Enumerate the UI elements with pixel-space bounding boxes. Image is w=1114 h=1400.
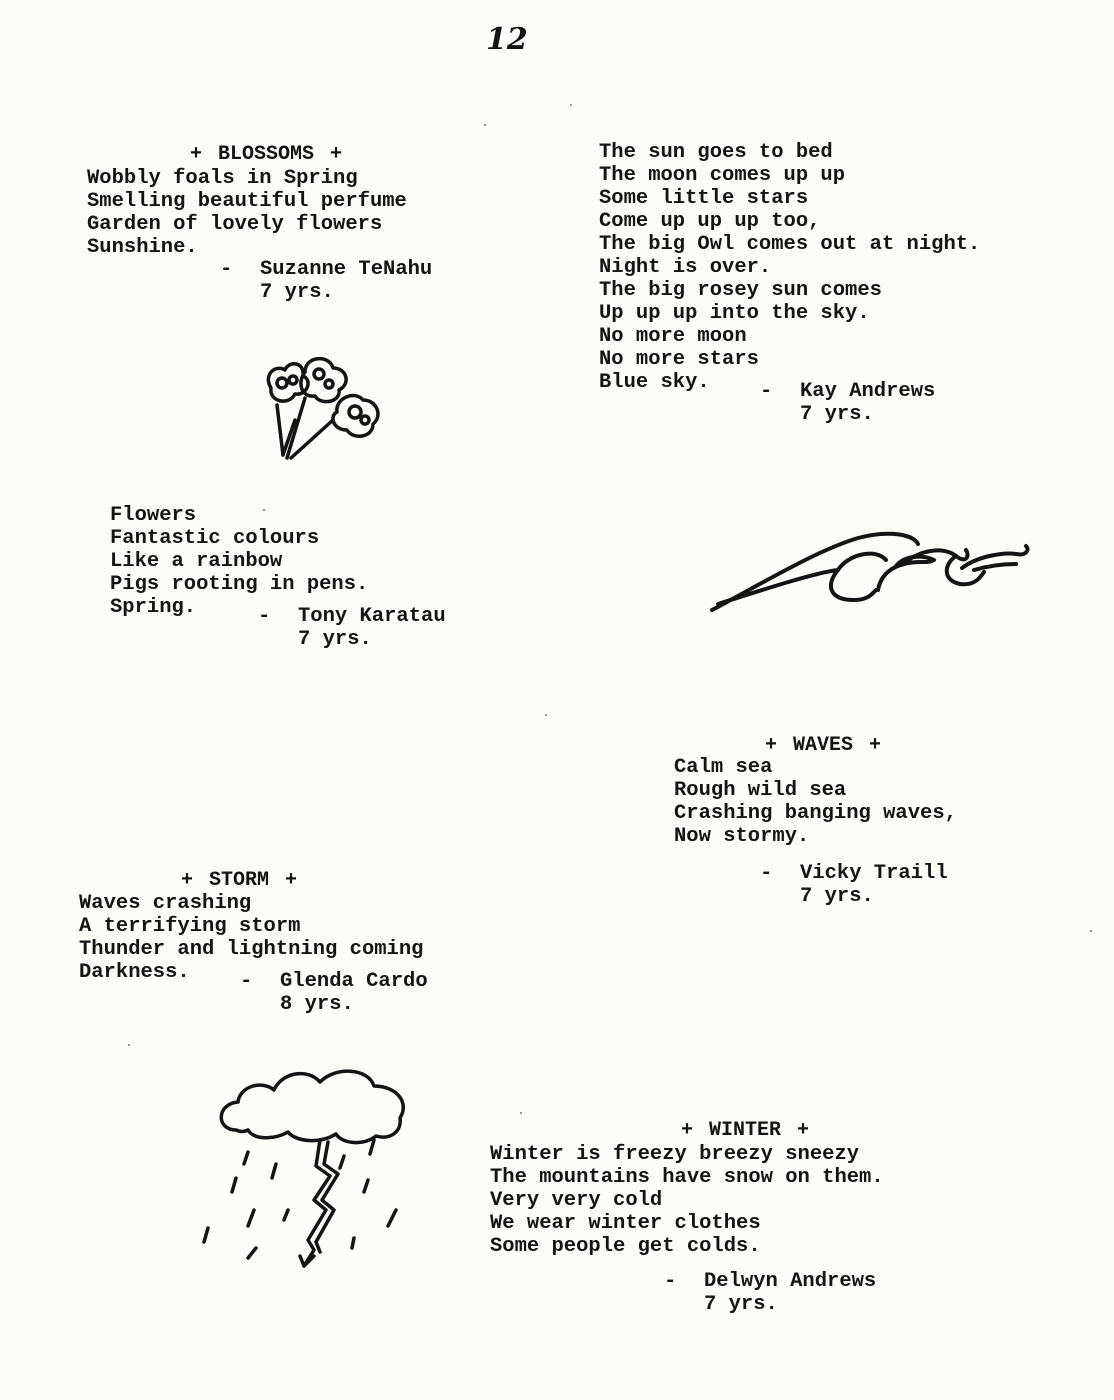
author-name: Delwyn Andrews: [704, 1270, 877, 1293]
poem-line: Garden of lovely flowers: [87, 213, 383, 236]
dash-mark: -: [240, 970, 253, 993]
poem-line: The sun goes to bed: [599, 141, 833, 164]
star-icon: +: [181, 869, 194, 892]
star-icon: +: [797, 1119, 810, 1142]
poem-line: Night is over.: [599, 256, 772, 279]
byline-flowers: [258, 605, 446, 720]
author-name: Kay Andrews: [800, 380, 936, 403]
poem-line: A terrifying storm: [79, 915, 301, 938]
scan-speck: [263, 509, 265, 511]
poem-line: Come up up up too,: [599, 210, 821, 233]
star-icon: +: [681, 1119, 694, 1142]
poem-winter: [490, 1143, 884, 1258]
dash-mark: -: [760, 862, 773, 885]
poem-line: Waves crashing: [79, 892, 252, 915]
poem-line: Rough wild sea: [674, 779, 847, 802]
poem-line: Flowers: [110, 504, 197, 527]
poem-line: No more stars: [599, 348, 759, 371]
author-name: Suzanne TeNahu: [260, 258, 433, 281]
poem-line: Winter is freezy breezy sneezy: [490, 1143, 860, 1166]
poem-line: Now stormy.: [674, 825, 810, 848]
poem-line: Calm sea: [674, 756, 773, 779]
star-icon: +: [765, 734, 778, 757]
storm-cloud-drawing-icon: [196, 1060, 411, 1275]
scan-speck: [570, 104, 572, 106]
wave-drawing-icon: [708, 520, 1038, 615]
title-text: WINTER: [709, 1119, 782, 1142]
poem-line: The big Owl comes out at night.: [599, 233, 981, 256]
poem-line: Pigs rooting in pens.: [110, 573, 369, 596]
page-number: 12: [486, 22, 528, 57]
poem-line: Crashing banging waves,: [674, 802, 957, 825]
poem-line: Smelling beautiful perfume: [87, 190, 407, 213]
title-text: BLOSSOMS: [218, 143, 315, 166]
poem-line: The moon comes up up: [599, 164, 846, 187]
poem-line: Thunder and lightning coming: [79, 938, 424, 961]
byline-waves: [760, 862, 948, 977]
poem-line: The mountains have snow on them.: [490, 1166, 884, 1189]
poem-line: Some people get colds.: [490, 1235, 761, 1258]
poem-line: Spring.: [110, 596, 197, 619]
author-age: 8 yrs.: [280, 993, 354, 1016]
byline-winter: [664, 1270, 877, 1385]
dash-mark: -: [258, 605, 271, 628]
poem-line: Very very cold: [490, 1189, 663, 1212]
poem-line: Wobbly foals in Spring: [87, 167, 358, 190]
scan-speck: [484, 124, 486, 126]
author-name: Tony Karatau: [298, 605, 446, 628]
poem-line: Sunshine.: [87, 236, 198, 259]
poem-line: Blue sky.: [599, 371, 710, 394]
poem-line: Up up up into the sky.: [599, 302, 870, 325]
title-text: STORM: [209, 869, 270, 892]
author-age: 7 yrs.: [800, 885, 874, 908]
poem-line: No more moon: [599, 325, 747, 348]
author-age: 7 yrs.: [704, 1293, 778, 1316]
star-icon: +: [330, 143, 343, 166]
scan-speck: [520, 1112, 522, 1114]
scan-speck: [545, 714, 547, 716]
poem-blossoms: [87, 167, 407, 259]
poem-line: Like a rainbow: [110, 550, 283, 573]
poem-flowers: [110, 504, 368, 619]
scan-speck: [1090, 930, 1092, 932]
byline-sun-moon: [760, 380, 936, 495]
flowers-drawing-icon: [255, 350, 390, 465]
author-age: 7 yrs.: [800, 403, 874, 426]
poem-line: Fantastic colours: [110, 527, 320, 550]
poem-line: We wear winter clothes: [490, 1212, 761, 1235]
star-icon: +: [285, 869, 298, 892]
poem-waves: [674, 756, 957, 848]
dash-mark: -: [664, 1270, 677, 1293]
poem-sun-moon: [599, 141, 980, 394]
dash-mark: -: [220, 258, 233, 281]
poem-line: The big rosey sun comes: [599, 279, 882, 302]
title-text: WAVES: [793, 734, 854, 757]
scan-speck: [128, 1044, 130, 1046]
star-icon: +: [869, 734, 882, 757]
author-age: 7 yrs.: [260, 281, 334, 304]
star-icon: +: [190, 143, 203, 166]
poem-line: Darkness.: [79, 961, 190, 984]
author-name: Vicky Traill: [800, 862, 948, 885]
author-name: Glenda Cardo: [280, 970, 428, 993]
dash-mark: -: [760, 380, 773, 403]
author-age: 7 yrs.: [298, 628, 372, 651]
poem-line: Some little stars: [599, 187, 809, 210]
